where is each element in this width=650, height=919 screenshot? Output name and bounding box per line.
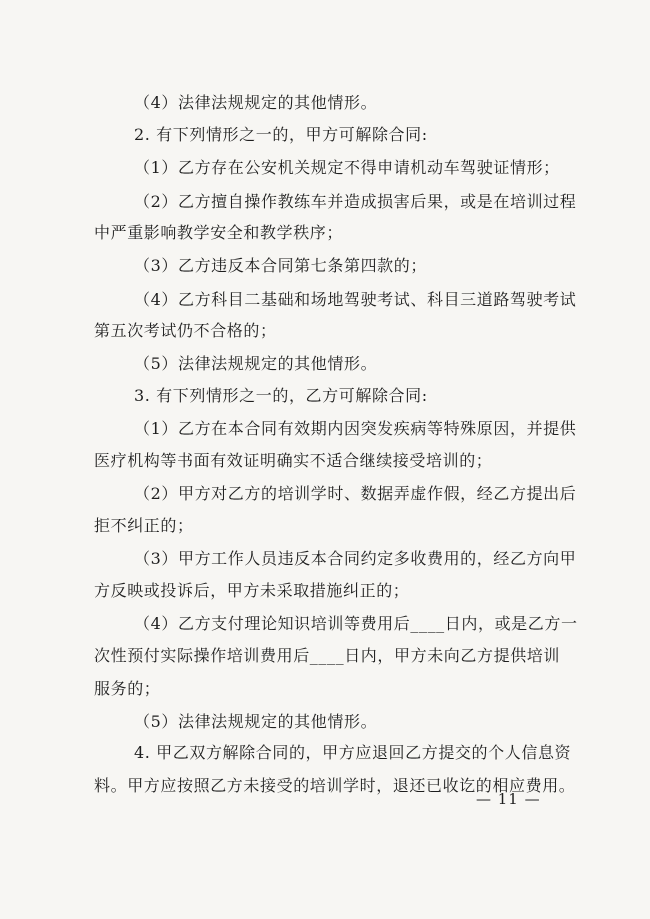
paragraph-line: （4）乙方科目二基础和场地驾驶考试、科目三道路驾驶考试 xyxy=(134,290,577,309)
paragraph-line: 3. 有下列情形之一的，乙方可解除合同: xyxy=(134,386,428,405)
paragraph-line: （4）乙方支付理论知识培训等费用后____日内，或是乙方一 xyxy=(134,614,578,633)
paragraph-line: 料。甲方应按照乙方未接受的培训学时，退还已收讫的相应费用。 xyxy=(94,776,576,795)
paragraph-line: 服务的； xyxy=(94,679,161,698)
paragraph-line: （5）法律法规规定的其他情形。 xyxy=(134,712,378,731)
paragraph-line: （3）甲方工作人员违反本合同约定多收费用的，经乙方向甲 xyxy=(134,549,577,568)
paragraph-line: 次性预付实际操作培训费用后____日内，甲方未向乙方提供培训 xyxy=(94,646,561,665)
paragraph-line: （4）法律法规规定的其他情形。 xyxy=(134,93,378,112)
paragraph-line: 拒不纠正的； xyxy=(94,516,194,535)
paragraph-line: （5）法律法规规定的其他情形。 xyxy=(134,354,378,373)
paragraph-line: 2. 有下列情形之一的，甲方可解除合同: xyxy=(134,125,428,144)
paragraph-line: （1）乙方存在公安机关规定不得申请机动车驾驶证情形； xyxy=(134,158,560,177)
paragraph-line: 中严重影响教学安全和教学秩序； xyxy=(94,223,344,242)
paragraph-line: 4. 甲乙双方解除合同的，甲方应退回乙方提交的个人信息资 xyxy=(134,743,572,762)
paragraph-line: （2）甲方对乙方的培训学时、数据弄虚作假，经乙方提出后 xyxy=(134,484,577,503)
paragraph-line: 方反映或投诉后，甲方未采取措施纠正的； xyxy=(94,581,410,600)
paragraph-line: （2）乙方擅自操作教练车并造成损害后果，或是在培训过程 xyxy=(134,192,577,211)
page-number: — 11 — xyxy=(476,790,541,808)
paragraph-line: 医疗机构等书面有效证明确实不适合继续接受培训的； xyxy=(94,451,493,470)
paragraph-line: （1）乙方在本合同有效期内因突发疾病等特殊原因，并提供 xyxy=(134,419,577,438)
paragraph-line: 第五次考试仍不合格的； xyxy=(94,321,277,340)
paragraph-line: （3）乙方违反本合同第七条第四款的； xyxy=(134,256,427,275)
